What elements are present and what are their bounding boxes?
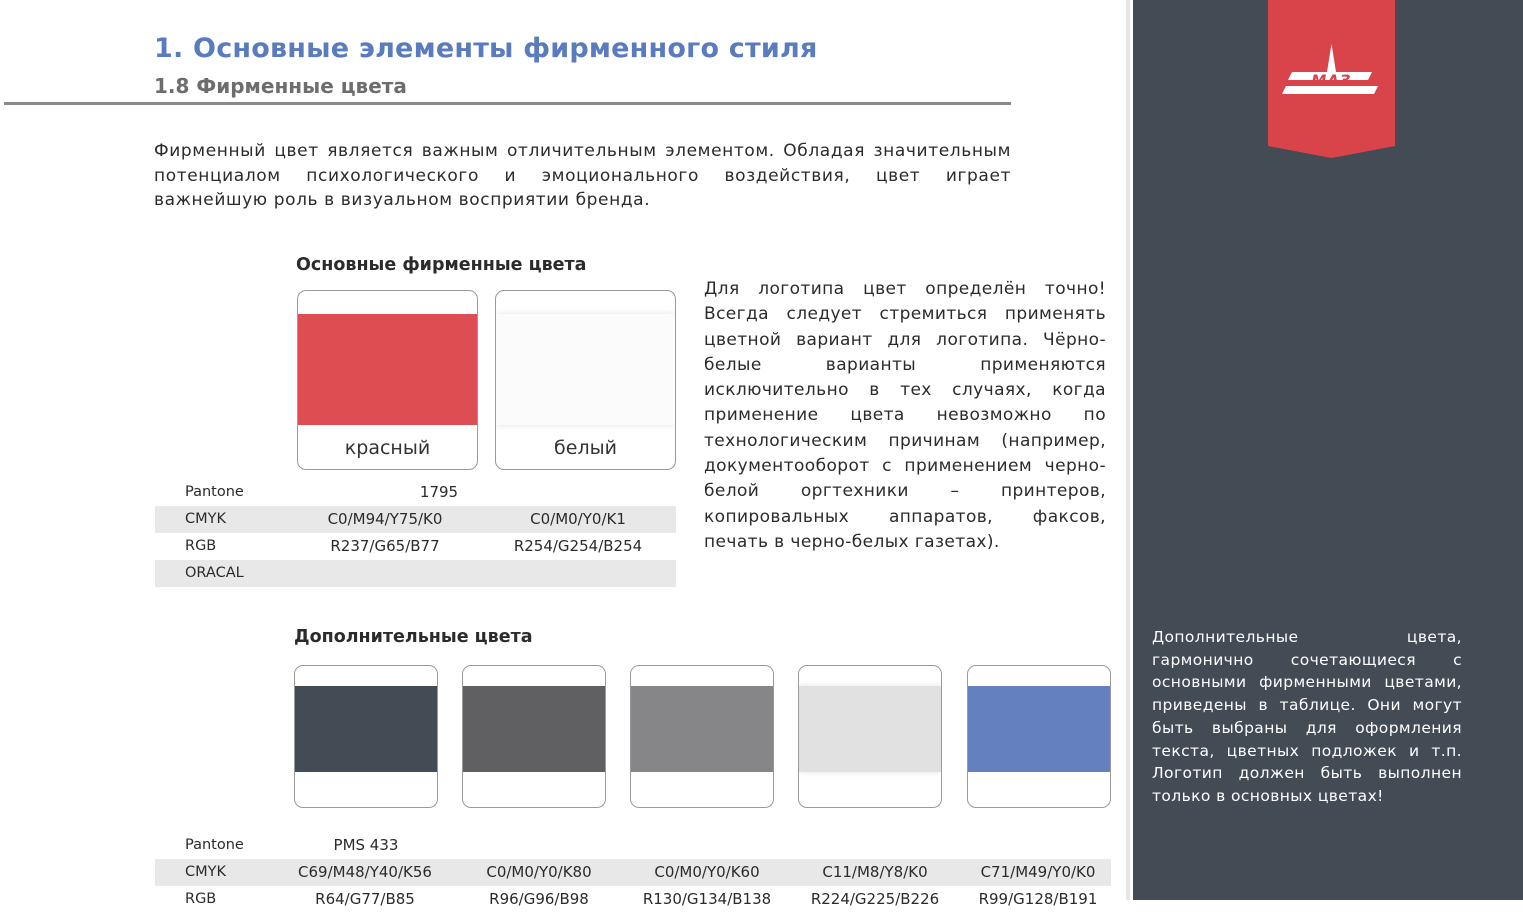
swatch-color-dark-gray bbox=[463, 686, 605, 772]
table-row bbox=[155, 560, 676, 587]
page-subtitle: 1.8 Фирменные цвета bbox=[154, 74, 407, 98]
maz-logo-banner bbox=[1268, 0, 1395, 158]
intro-paragraph: Фирменный цвет является важным отличительным элементом. Обладая значительным потенциалом психологического и эмоционального воздействия, цвет играет важнейшую роль в визуальном восприятии бренда. bbox=[154, 141, 1011, 210]
row-label-pantone: Pantone bbox=[185, 837, 244, 853]
table-cell: C0/M0/Y0/K60 bbox=[654, 863, 760, 881]
table-cell: C0/M94/Y75/K0 bbox=[327, 510, 443, 528]
swatch-card-additional bbox=[630, 665, 774, 808]
swatch-color-white bbox=[496, 314, 675, 425]
row-label-oracal: ORACAL bbox=[185, 565, 244, 581]
swatch-color-gray bbox=[631, 686, 773, 772]
swatch-card-additional bbox=[294, 665, 438, 808]
swatch-name-red: красный bbox=[344, 437, 431, 459]
additional-colors-title: Дополнительные цвета bbox=[294, 627, 533, 647]
table-cell: R99/G128/B191 bbox=[978, 890, 1098, 908]
table-row bbox=[155, 506, 676, 533]
table-cell: R130/G134/B138 bbox=[642, 890, 772, 908]
swatch-card-additional bbox=[967, 665, 1111, 808]
table-cell: C0/M0/Y0/K1 bbox=[530, 510, 626, 528]
logo-color-note: Для логотипа цвет определён точно! Всегда следует стремиться применять цветной вариант для логотипа. Чёрно-белые варианты применяются исключительно в тех случаях, когда применение цвета невозможно по технологическим причинам (например, документооборот с применением черно-белой оргтехники – принтеров, копировальных аппаратов, факсов, печать в черно-белых газетах). bbox=[704, 279, 1106, 552]
table-row bbox=[155, 859, 1111, 886]
swatch-card-additional bbox=[462, 665, 606, 808]
swatch-color-light-gray bbox=[799, 686, 941, 772]
row-label-rgb: RGB bbox=[185, 891, 217, 907]
table-cell: R237/G65/B77 bbox=[330, 537, 440, 555]
page-title: 1. Основные элементы фирменного стиля bbox=[154, 33, 818, 64]
table-cell: R224/G225/B226 bbox=[810, 890, 940, 908]
row-label-cmyk: CMYK bbox=[185, 864, 227, 880]
swatch-color-blue bbox=[968, 686, 1110, 772]
table-cell: C0/M0/Y0/K80 bbox=[486, 863, 592, 881]
swatch-name-white: белый bbox=[554, 437, 617, 459]
row-label-rgb: RGB bbox=[185, 538, 217, 554]
table-cell: C71/M49/Y0/K0 bbox=[980, 863, 1096, 881]
table-row bbox=[155, 832, 1111, 859]
swatch-color-dark-slate bbox=[295, 686, 437, 772]
swatch-card-white bbox=[495, 290, 676, 470]
svg-text:МАЗ: МАЗ bbox=[1311, 71, 1352, 90]
table-cell: R96/G96/B98 bbox=[489, 890, 589, 908]
table-cell: C11/M8/Y8/K0 bbox=[822, 863, 928, 881]
table-row bbox=[155, 479, 676, 506]
table-row bbox=[155, 533, 676, 560]
row-label-cmyk: CMYK bbox=[185, 511, 227, 527]
page-divider bbox=[1126, 0, 1130, 900]
swatch-color-red bbox=[298, 314, 477, 425]
swatch-card-red bbox=[297, 290, 478, 470]
table-cell: PMS 433 bbox=[333, 836, 399, 854]
table-cell: R64/G77/B85 bbox=[315, 890, 415, 908]
table-cell: 1795 bbox=[419, 483, 459, 501]
table-cell: C69/M48/Y40/K56 bbox=[298, 863, 432, 881]
sidebar-note: Дополнительные цвета, гармонично сочетающиеся с основными фирменными цветами, приведены в таблице. Они могут быть выбраны для оформления текста, цветных подложек и т.п. Логотип должен быть выполнен только в основных цветах! bbox=[1152, 628, 1462, 805]
header-rule bbox=[4, 102, 1011, 105]
row-label-pantone: Pantone bbox=[185, 484, 244, 500]
swatch-card-additional bbox=[798, 665, 942, 808]
table-cell: R254/G254/B254 bbox=[513, 537, 643, 555]
main-colors-title: Основные фирменные цвета bbox=[296, 255, 587, 275]
